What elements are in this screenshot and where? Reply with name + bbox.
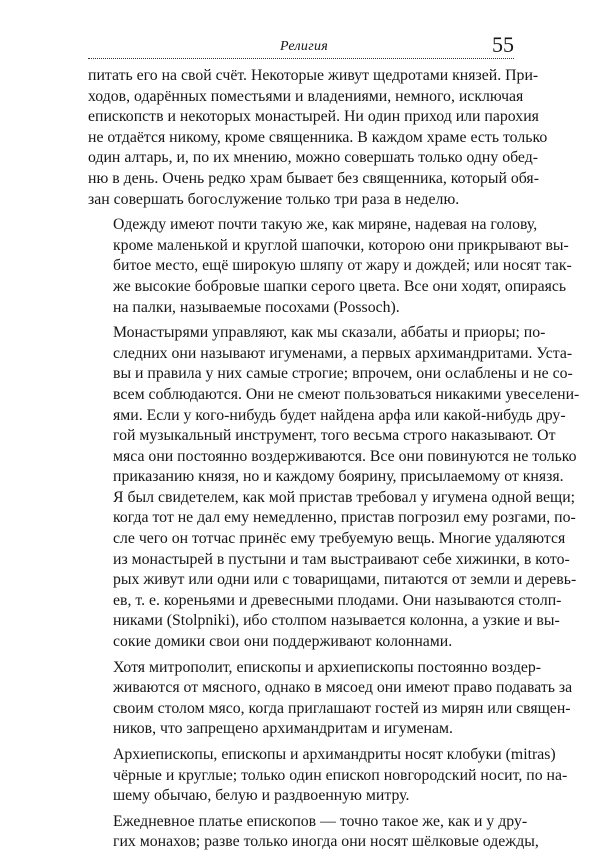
text-line: ников, что запрещено архимандритам и игуменам.: [113, 720, 453, 738]
text-line: же высокие бобровые шапки серого цвета. Все они ходят, опираясь: [113, 277, 567, 295]
text-line: епископств и некоторых монастырей. Ни один приход или парохия: [88, 108, 539, 126]
text-line: Архиепископы, епископы и архимандриты носят клобуки (mitras): [113, 746, 556, 763]
text-line: своим столом мясо, когда приглашают гостей из мирян или священ-: [113, 699, 571, 717]
text-line: живаются от мясного, однако в мясоед они имеют право подавать за: [113, 679, 573, 697]
paragraph: [88, 812, 539, 853]
paragraph: [88, 658, 573, 740]
text-line: гих монахов; разве только иногда они носят шёлковые одежды,: [113, 833, 539, 851]
text-line: приказанию князя, но и каждому боярину, присылаемому от князя.: [113, 468, 564, 486]
text-line: битое место, ещё широкую шляпу от жару и дождей; или носят так-: [113, 257, 572, 275]
text-line: на палки, называемые посохами (Possoch).: [113, 298, 400, 316]
paragraph: [88, 323, 580, 653]
text-line: Ежедневное платье епископов — точно такое же, как и у дру-: [113, 812, 528, 830]
text-line: мяса они постоянно воздерживаются. Все они повинуются не только: [113, 447, 577, 465]
text-line: сокие домики свои они поддерживают колоннами.: [113, 633, 453, 651]
text-line: ями. Если у кого-нибудь будет найдена арфа или какой-нибудь дру-: [113, 406, 566, 424]
text-line: питать его на свой счёт. Некоторые живут щедротами князей. При-: [88, 67, 539, 84]
text-line: Хотя митрополит, епископы и архиепископы постоянно воздер-: [113, 658, 542, 676]
paragraph: [88, 745, 568, 807]
text-line: один алтарь, и, по их мнению, можно совершать только одну обед-: [88, 149, 539, 167]
text-line: шему обычаю, белую и раздвоенную митру.: [113, 787, 410, 805]
text-line: рых живут или одни или с товарищами, питаются от земли и деревь-: [113, 571, 577, 589]
text-line: всем соблюдаются. Они не смеют пользоваться никакими увеселени-: [113, 385, 580, 403]
text-line: зан совершать богослужение только три раза в неделю.: [88, 190, 460, 208]
text-line: гой музыкальный инструмент, того весьма строго наказывают. От: [113, 427, 556, 445]
body-text: [88, 66, 580, 853]
text-line: вы и правила у них самые строгие; впрочем, они ослаблены и не со-: [113, 365, 573, 383]
page-number: 55: [492, 32, 514, 57]
text-line: ню в день. Очень редко храм бывает без священника, который обя-: [88, 169, 539, 187]
text-line: Я был свидетелем, как мой пристав требовал у игумена одной вещи;: [113, 488, 576, 506]
paragraph: [88, 66, 548, 210]
text-line: ходов, одарённых поместьями и владениями, немного, исключая: [88, 87, 524, 105]
paragraph: [88, 215, 572, 318]
text-line: следних они называют игуменами, а первых архимандритами. Уста-: [113, 344, 573, 362]
text-line: Монастырями управляют, как мы сказали, аббаты и приоры; по-: [113, 324, 546, 342]
page-header: [88, 32, 514, 60]
text-line: сле чего он тотчас принёс ему требуемую вещь. Многие удаляются: [113, 530, 566, 548]
text-line: Одежду имеют почти такую же, как миряне, надевая на голову,: [113, 216, 538, 234]
text-line: из монастырей в пустыни и там выстраивают себе хижинки, в кото-: [113, 550, 570, 568]
text-line: чёрные и круглые; только один епископ новгородский носит, по на-: [113, 766, 568, 784]
text-line: никами (Stolpniki), ибо столпом называется колонна, а узкие и вы-: [113, 612, 560, 630]
running-title: Религия: [280, 39, 329, 54]
text-line: когда тот не дал ему немедленно, пристав погрозил ему розгами, по-: [113, 509, 576, 527]
header-rule: [88, 58, 514, 59]
text-line: ев, т. е. кореньями и древесными плодами. Они называются столп-: [113, 591, 562, 609]
text-line: кроме маленькой и круглой шапочки, которою они прикрывают вы-: [113, 236, 569, 254]
text-line: не отдаётся никому, кроме священника. В каждом храме есть только: [88, 128, 548, 146]
